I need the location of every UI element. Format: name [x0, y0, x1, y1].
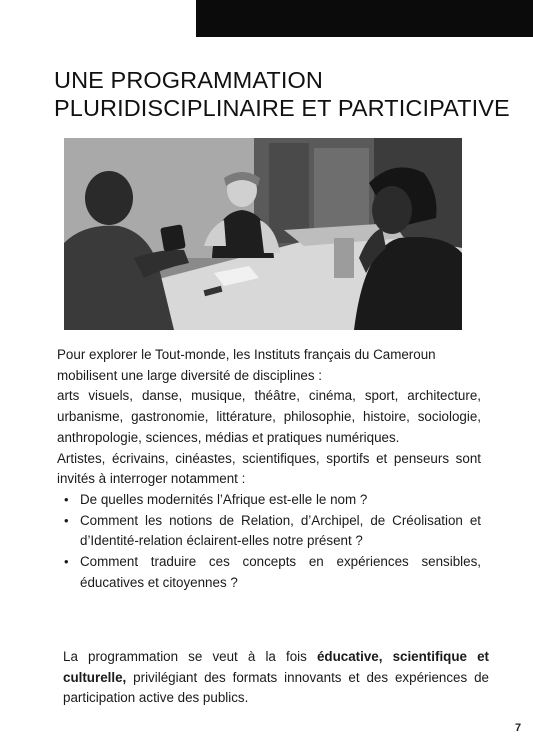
question-text: De quelles modernités l’Afrique est-elle le nom ? — [80, 491, 368, 507]
title-line-2: PLURIDISCIPLINAIRE ET PARTICIPATIVE — [54, 95, 510, 121]
invited-paragraph: Artistes, écrivains, cinéastes, scientifiques, sportifs et penseurs sont invités à interroger notamment : — [57, 450, 481, 487]
list-item — [57, 552, 481, 593]
conclusion-emphasis: éducative, scientifique et culturelle, — [63, 649, 490, 685]
question-text: Comment traduire ces concepts en expériences sensibles, éducatives et citoyennes ? — [80, 554, 481, 590]
list-item — [57, 490, 481, 511]
bullet-marker: • — [64, 512, 69, 528]
header-black-bar — [196, 0, 533, 37]
conclusion-paragraph — [63, 647, 489, 709]
question-text: Comment les notions de Relation, d’Archipel, de Créolisation et d’Identité-relation éclairent-elles notre présent ? — [80, 512, 481, 549]
bullet-marker: • — [64, 491, 69, 507]
workshop-photo-illustration — [64, 138, 462, 330]
page-number: 7 — [515, 722, 522, 734]
workshop-photo — [64, 138, 462, 330]
intro-paragraph: Pour explorer le Tout-monde, les Instituts français du Cameroun mobilisent une large diversité de disciplines : — [57, 347, 436, 383]
title-line-1: UNE PROGRAMMATION — [54, 67, 323, 93]
conclusion-text-start: La programmation se veut à la fois — [63, 649, 317, 664]
questions-list — [57, 490, 481, 594]
conclusion-text-end: privilégiant des formats innovants et des expériences de participation active des publics. — [63, 669, 489, 706]
page-title — [54, 66, 514, 122]
list-item — [57, 511, 481, 552]
body-text — [57, 345, 481, 593]
disciplines-paragraph: arts visuels, danse, musique, théâtre, cinéma, sport, architecture, urbanisme, gastronomie, littérature, philosophie, histoire, sociologie, anthropologie, sciences, médias et pratiques numériques. — [57, 388, 481, 445]
bullet-marker: • — [64, 554, 69, 570]
